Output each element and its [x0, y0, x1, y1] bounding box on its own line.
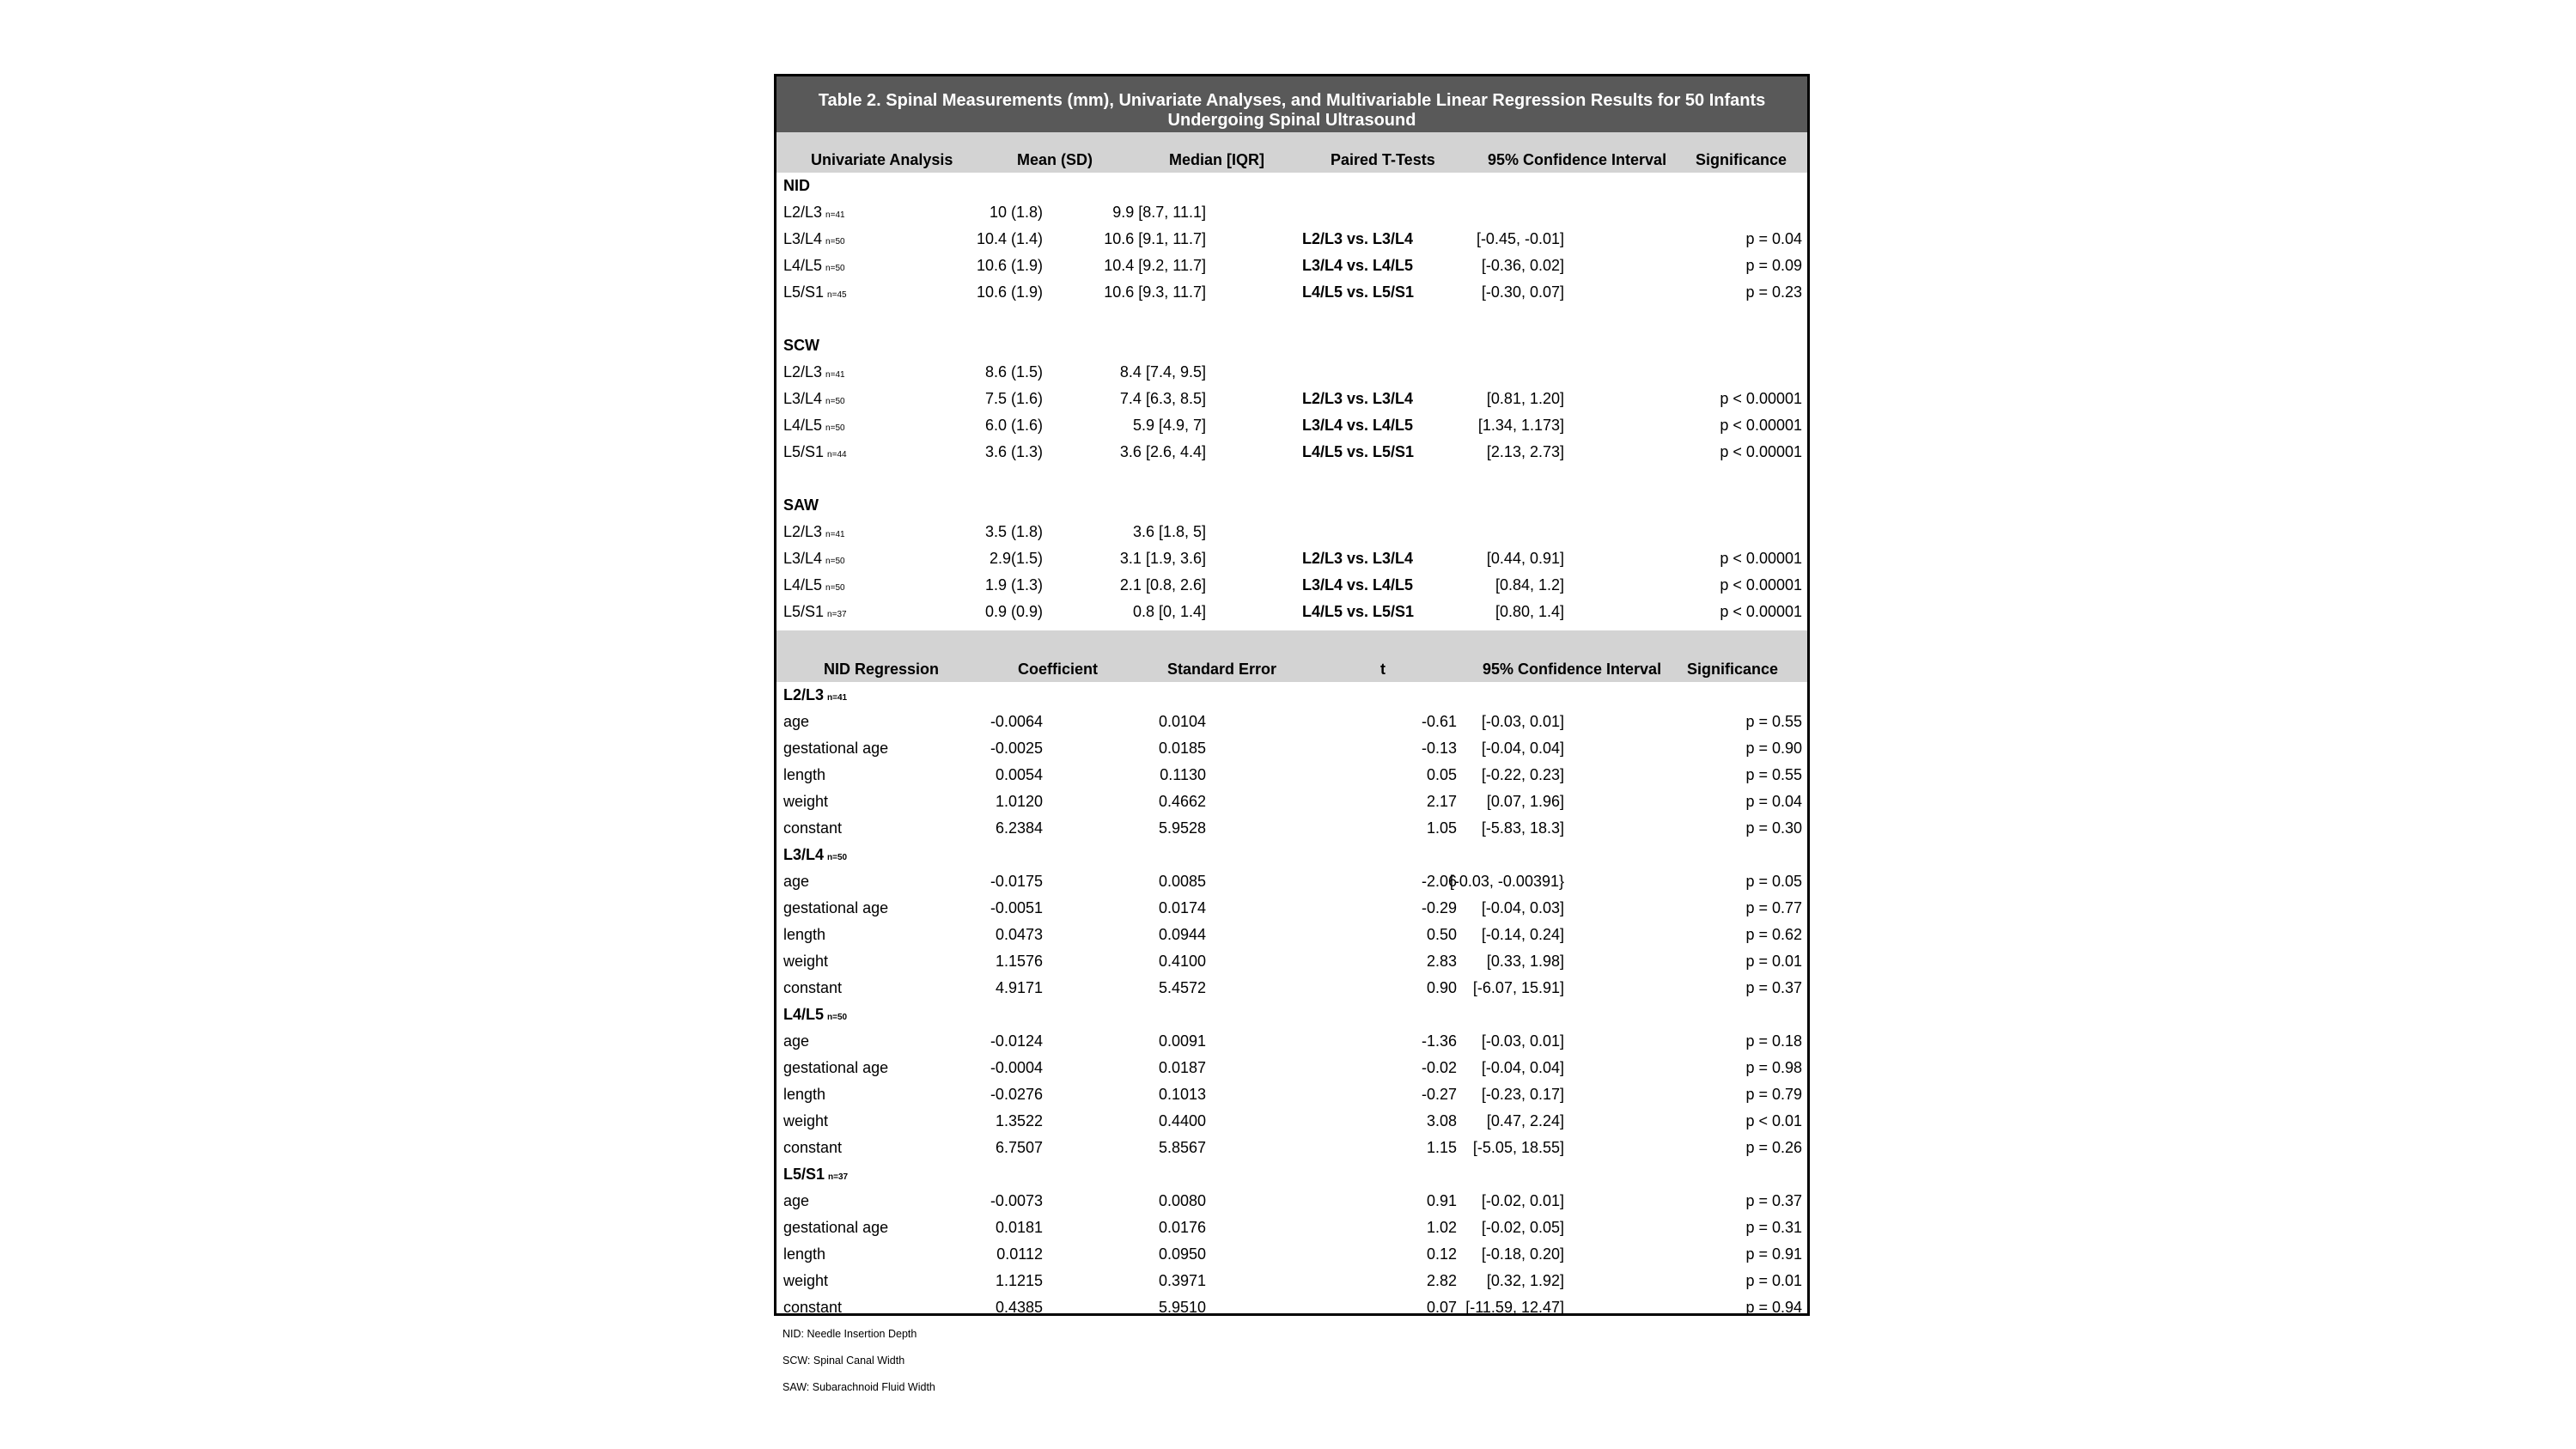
ci-cell: [0.80, 1.4] [1495, 603, 1564, 620]
table-row [776, 1268, 1807, 1294]
t-cell: -0.29 [1421, 899, 1457, 916]
table-row [776, 1108, 1807, 1135]
significance-cell: p = 0.77 [1745, 899, 1802, 916]
t-cell: 0.05 [1426, 766, 1457, 783]
table-title: Table 2. Spinal Measurements (mm), Univariate Analyses, and Multivariable Linear Regression Results for 50 Infants Undergoing Spinal Ultrasound [776, 76, 1807, 132]
paired-test-cell: L3/L4 vs. L4/L5 [1302, 576, 1414, 594]
regression-section-row [776, 1161, 1807, 1188]
t-cell: -1.36 [1421, 1032, 1457, 1050]
significance-cell: p = 0.09 [1745, 257, 1802, 274]
level-label: L4/L5 [783, 257, 823, 274]
significance-cell: p < 0.00001 [1720, 550, 1802, 567]
std-error-cell: 0.0185 [1158, 740, 1206, 757]
coefficient-cell: 0.4385 [995, 1299, 1043, 1316]
level-cell [783, 417, 845, 435]
paired-test-cell: L2/L3 vs. L3/L4 [1302, 390, 1414, 407]
median-cell: 3.1 [1.9, 3.6] [1119, 550, 1206, 567]
ci-cell: [-0.23, 0.17] [1481, 1086, 1564, 1103]
level-label: L5/S1 [783, 603, 825, 620]
header-cell: t [1380, 661, 1385, 678]
median-cell: 0.8 [0, 1.4] [1132, 603, 1206, 620]
header-cell: Median [IQR] [1169, 151, 1264, 168]
table-row [776, 439, 1807, 466]
table-row [776, 1188, 1807, 1215]
table-row [776, 762, 1807, 788]
header-cell: 95% Confidence Interval [1483, 661, 1662, 678]
ci-cell: [0.44, 0.91] [1486, 550, 1564, 567]
section-label-row [776, 173, 1807, 199]
level-label: L4/L5 [783, 576, 823, 594]
variable-cell: constant [783, 979, 843, 996]
table-row [776, 386, 1807, 412]
regression-header-row [776, 630, 1807, 682]
std-error-cell: 0.0944 [1158, 926, 1206, 943]
level-label: L4/L5 [783, 1006, 825, 1023]
ci-cell: [-0.03, 0.01] [1481, 1032, 1564, 1050]
t-cell: 1.02 [1426, 1219, 1457, 1236]
paired-test-cell: L4/L5 vs. L5/S1 [1302, 443, 1415, 460]
mean-cell: 10.6 (1.9) [976, 283, 1043, 301]
mean-cell: 10.4 (1.4) [976, 230, 1043, 247]
significance-cell: p = 0.01 [1745, 953, 1802, 970]
ci-cell: [-6.07, 15.91] [1472, 979, 1564, 996]
coefficient-cell: 6.7507 [995, 1139, 1043, 1156]
table-row [776, 545, 1807, 572]
coefficient-cell: 6.2384 [995, 819, 1043, 837]
ci-cell: [-5.05, 18.55] [1472, 1139, 1564, 1156]
ci-cell: [-0.04, 0.04] [1481, 1059, 1564, 1076]
std-error-cell: 0.0085 [1158, 873, 1206, 890]
table-row [776, 975, 1807, 1002]
table-row [776, 895, 1807, 922]
level-cell [783, 257, 845, 275]
paired-test-cell: L3/L4 vs. L4/L5 [1302, 257, 1414, 274]
significance-cell: p < 0.01 [1745, 1112, 1802, 1129]
sample-size: n=50 [825, 557, 845, 566]
coefficient-cell: -0.0124 [990, 1032, 1043, 1050]
table-row [776, 868, 1807, 895]
mean-cell: 2.9(1.5) [989, 550, 1043, 567]
section-label: SCW [783, 337, 819, 354]
t-cell: -0.02 [1421, 1059, 1457, 1076]
coefficient-cell: 0.0473 [995, 926, 1043, 943]
coefficient-cell: 4.9171 [995, 979, 1043, 996]
section-label: SAW [783, 496, 819, 514]
std-error-cell: 0.1013 [1158, 1086, 1206, 1103]
ci-cell: [-0.02, 0.05] [1481, 1219, 1564, 1236]
sample-size: n=41 [825, 530, 845, 539]
variable-cell: weight [783, 793, 829, 810]
header-cell: Coefficient [1018, 661, 1099, 678]
table-row [776, 572, 1807, 599]
level-cell [783, 550, 845, 568]
paired-test-cell: L2/L3 vs. L3/L4 [1302, 230, 1414, 247]
ci-cell: [-0.45, -0.01] [1476, 230, 1564, 247]
ci-cell: [-0.22, 0.23] [1481, 766, 1564, 783]
variable-cell: constant [783, 1299, 843, 1316]
table-row [776, 815, 1807, 842]
variable-cell: age [783, 1192, 810, 1209]
significance-cell: p = 0.55 [1745, 713, 1802, 730]
t-cell: 1.05 [1426, 819, 1457, 837]
ci-cell: [0.81, 1.20] [1486, 390, 1564, 407]
t-cell: 2.82 [1426, 1272, 1457, 1289]
level-label: L2/L3 [783, 363, 823, 381]
ci-cell: [-0.02, 0.01] [1481, 1192, 1564, 1209]
ci-cell: [1.34, 1.173] [1477, 417, 1564, 434]
sample-size: n=50 [827, 853, 848, 862]
std-error-cell: 5.8567 [1158, 1139, 1206, 1156]
variable-cell: age [783, 1032, 810, 1050]
footnote-scw: SCW: Spinal Canal Width [783, 1355, 905, 1367]
variable-cell: age [783, 873, 810, 890]
ci-cell: [-0.04, 0.04] [1481, 740, 1564, 757]
std-error-cell: 0.0104 [1158, 713, 1206, 730]
level-label: L3/L4 [783, 550, 823, 567]
header-cell: NID Regression [824, 661, 940, 678]
header-cell: Paired T-Tests [1331, 151, 1435, 168]
std-error-cell: 0.0091 [1158, 1032, 1206, 1050]
t-cell: -2.06 [1421, 873, 1457, 890]
level-label: L5/S1 [783, 1166, 825, 1183]
table-row [776, 279, 1807, 306]
level-label: L5/S1 [783, 283, 825, 301]
t-cell: 3.08 [1426, 1112, 1457, 1129]
table-row [776, 1135, 1807, 1161]
variable-cell: length [783, 926, 826, 943]
level-cell [783, 523, 845, 541]
mean-cell: 8.6 (1.5) [984, 363, 1043, 381]
level-cell [783, 230, 845, 248]
variable-cell: constant [783, 819, 843, 837]
variable-cell: weight [783, 953, 829, 970]
significance-cell: p = 0.18 [1745, 1032, 1802, 1050]
sample-size: n=41 [827, 693, 848, 703]
median-cell: 3.6 [1.8, 5] [1132, 523, 1206, 540]
table-row [776, 412, 1807, 439]
sample-size: n=37 [827, 610, 847, 619]
header-cell: Significance [1696, 151, 1787, 168]
t-cell: 2.17 [1426, 793, 1457, 810]
regression-section-row [776, 1002, 1807, 1028]
level-cell [783, 603, 847, 621]
sample-size: n=41 [825, 370, 845, 380]
coefficient-cell: 0.0112 [996, 1245, 1043, 1263]
significance-cell: p = 0.91 [1745, 1245, 1802, 1263]
significance-cell: p < 0.00001 [1720, 603, 1802, 620]
mean-cell: 10 (1.8) [989, 204, 1043, 221]
level-cell [783, 363, 845, 381]
median-cell: 10.6 [9.3, 11.7] [1104, 283, 1206, 301]
significance-cell: p = 0.90 [1745, 740, 1802, 757]
variable-cell: gestational age [783, 899, 889, 916]
level-cell [783, 283, 847, 301]
footnote-nid: NID: Needle Insertion Depth [783, 1328, 917, 1340]
ci-cell: [-0.18, 0.20] [1481, 1245, 1564, 1263]
mean-cell: 0.9 (0.9) [984, 603, 1043, 620]
median-cell: 10.4 [9.2, 11.7] [1104, 257, 1206, 274]
table-row [776, 1215, 1807, 1241]
median-cell: 8.4 [7.4, 9.5] [1119, 363, 1206, 381]
regression-section-label [783, 1006, 847, 1024]
sample-size: n=50 [827, 1013, 848, 1022]
level-cell [783, 576, 845, 594]
footnote-saw: SAW: Subarachnoid Fluid Width [783, 1381, 935, 1393]
coefficient-cell: -0.0175 [990, 873, 1043, 890]
median-cell: 2.1 [0.8, 2.6] [1119, 576, 1206, 594]
table-row [776, 1028, 1807, 1055]
ci-cell: [-0.30, 0.07] [1481, 283, 1564, 301]
sample-size: n=37 [828, 1172, 849, 1182]
significance-cell: p = 0.62 [1745, 926, 1802, 943]
sample-size: n=45 [827, 290, 847, 300]
t-cell: -0.61 [1421, 713, 1457, 730]
significance-cell: p = 0.31 [1745, 1219, 1802, 1236]
significance-cell: p = 0.04 [1745, 230, 1802, 247]
significance-cell: p < 0.00001 [1720, 576, 1802, 594]
median-cell: 10.6 [9.1, 11.7] [1104, 230, 1206, 247]
std-error-cell: 5.9510 [1158, 1299, 1206, 1316]
std-error-cell: 0.0950 [1158, 1245, 1206, 1263]
variable-cell: gestational age [783, 740, 889, 757]
significance-cell: p < 0.00001 [1720, 390, 1802, 407]
mean-cell: 1.9 (1.3) [984, 576, 1043, 594]
header-cell: Standard Error [1167, 661, 1277, 678]
level-cell [783, 443, 847, 461]
coefficient-cell: -0.0276 [990, 1086, 1043, 1103]
ci-cell: [-5.83, 18.3] [1481, 819, 1564, 837]
median-cell: 3.6 [2.6, 4.4] [1119, 443, 1206, 460]
t-cell: -0.13 [1421, 740, 1457, 757]
coefficient-cell: 0.0054 [995, 766, 1043, 783]
paired-test-cell: L4/L5 vs. L5/S1 [1302, 283, 1415, 301]
coefficient-cell: -0.0025 [990, 740, 1043, 757]
ci-cell: [-0.04, 0.03] [1481, 899, 1564, 916]
univariate-header-row [776, 132, 1807, 173]
level-label: L2/L3 [783, 686, 825, 703]
t-cell: 0.50 [1426, 926, 1457, 943]
coefficient-cell: 1.1576 [995, 953, 1043, 970]
table-row [776, 788, 1807, 815]
regression-section-label [783, 846, 847, 864]
std-error-cell: 5.9528 [1158, 819, 1206, 837]
variable-cell: weight [783, 1112, 829, 1129]
median-cell: 5.9 [4.9, 7] [1132, 417, 1206, 434]
median-cell: 9.9 [8.7, 11.1] [1112, 204, 1206, 221]
ci-cell: [-0.36, 0.02] [1481, 257, 1564, 274]
std-error-cell: 0.0174 [1158, 899, 1206, 916]
sample-size: n=50 [825, 237, 845, 247]
sample-size: n=50 [825, 423, 845, 433]
header-cell: Mean (SD) [1017, 151, 1093, 168]
mean-cell: 3.6 (1.3) [984, 443, 1043, 460]
variable-cell: length [783, 1245, 826, 1263]
ci-cell: [-11.59, 12.47] [1465, 1299, 1564, 1316]
std-error-cell: 0.0080 [1158, 1192, 1206, 1209]
variable-cell: gestational age [783, 1059, 889, 1076]
t-cell: 0.12 [1426, 1245, 1457, 1263]
significance-cell: p = 0.01 [1745, 1272, 1802, 1289]
regression-section-row [776, 682, 1807, 709]
std-error-cell: 0.4400 [1158, 1112, 1206, 1129]
table-row [776, 1241, 1807, 1268]
significance-cell: p = 0.94 [1745, 1299, 1802, 1316]
std-error-cell: 0.3971 [1158, 1272, 1206, 1289]
level-label: L3/L4 [783, 230, 823, 247]
ci-cell: [2.13, 2.73] [1486, 443, 1564, 460]
paired-test-cell: L4/L5 vs. L5/S1 [1302, 603, 1415, 620]
level-cell [783, 390, 845, 408]
t-cell: 0.07 [1426, 1299, 1457, 1316]
significance-cell: p = 0.79 [1745, 1086, 1802, 1103]
ci-cell: [0.32, 1.92] [1486, 1272, 1564, 1289]
mean-cell: 6.0 (1.6) [984, 417, 1043, 434]
coefficient-cell: 1.0120 [995, 793, 1043, 810]
variable-cell: weight [783, 1272, 829, 1289]
std-error-cell: 0.4662 [1158, 793, 1206, 810]
sample-size: n=41 [825, 210, 845, 220]
significance-cell: p = 0.04 [1745, 793, 1802, 810]
std-error-cell: 5.4572 [1158, 979, 1206, 996]
table-row [776, 226, 1807, 253]
variable-cell: age [783, 713, 810, 730]
header-cell: Significance [1687, 661, 1779, 678]
table-row [776, 599, 1807, 625]
level-cell [783, 204, 845, 222]
t-cell: 0.90 [1426, 979, 1457, 996]
ci-cell: [0.07, 1.96] [1486, 793, 1564, 810]
table-row [776, 735, 1807, 762]
std-error-cell: 0.4100 [1158, 953, 1206, 970]
section-label-row [776, 332, 1807, 359]
table-row [776, 519, 1807, 545]
regression-section-row [776, 842, 1807, 868]
coefficient-cell: -0.0064 [990, 713, 1043, 730]
table-row [776, 948, 1807, 975]
header-cell: 95% Confidence Interval [1488, 151, 1667, 168]
mean-cell: 7.5 (1.6) [984, 390, 1043, 407]
ci-cell: [0.47, 2.24] [1486, 1112, 1564, 1129]
level-label: L2/L3 [783, 204, 823, 221]
significance-cell: p = 0.30 [1745, 819, 1802, 837]
results-table [774, 74, 1810, 1316]
table-row [776, 709, 1807, 735]
coefficient-cell: -0.0073 [990, 1192, 1043, 1209]
table-row [776, 199, 1807, 226]
table-row [776, 1055, 1807, 1081]
coefficient-cell: -0.0051 [990, 899, 1043, 916]
coefficient-cell: 1.1215 [995, 1272, 1043, 1289]
ci-cell: [0.33, 1.98] [1486, 953, 1564, 970]
mean-cell: 3.5 (1.8) [984, 523, 1043, 540]
table-row [776, 253, 1807, 279]
ci-cell: [-0.03, 0.01] [1481, 713, 1564, 730]
significance-cell: p = 0.26 [1745, 1139, 1802, 1156]
regression-section-label [783, 686, 847, 704]
significance-cell: p = 0.37 [1745, 979, 1802, 996]
ci-cell: [-0.03, -0.00391} [1449, 873, 1564, 890]
table-row [776, 1294, 1807, 1321]
level-label: L3/L4 [783, 846, 825, 863]
variable-cell: length [783, 766, 826, 783]
coefficient-cell: 1.3522 [995, 1112, 1043, 1129]
significance-cell: p = 0.98 [1745, 1059, 1802, 1076]
significance-cell: p < 0.00001 [1720, 443, 1802, 460]
std-error-cell: 0.1130 [1160, 766, 1206, 783]
significance-cell: p = 0.55 [1745, 766, 1802, 783]
variable-cell: constant [783, 1139, 843, 1156]
variable-cell: gestational age [783, 1219, 889, 1236]
t-cell: 0.91 [1426, 1192, 1457, 1209]
ci-cell: [-0.14, 0.24] [1481, 926, 1564, 943]
std-error-cell: 0.0187 [1158, 1059, 1206, 1076]
section-label-row [776, 492, 1807, 519]
level-label: L4/L5 [783, 417, 823, 434]
std-error-cell: 0.0176 [1158, 1219, 1206, 1236]
sample-size: n=44 [827, 450, 847, 460]
significance-cell: p < 0.00001 [1720, 417, 1802, 434]
mean-cell: 10.6 (1.9) [976, 257, 1043, 274]
t-cell: -0.27 [1421, 1086, 1457, 1103]
coefficient-cell: 0.0181 [995, 1219, 1043, 1236]
table-row [776, 922, 1807, 948]
regression-section-label [783, 1166, 848, 1184]
significance-cell: p = 0.23 [1745, 283, 1802, 301]
level-label: L2/L3 [783, 523, 823, 540]
coefficient-cell: -0.0004 [990, 1059, 1043, 1076]
paired-test-cell: L3/L4 vs. L4/L5 [1302, 417, 1414, 434]
variable-cell: length [783, 1086, 826, 1103]
table-row [776, 359, 1807, 386]
paired-test-cell: L2/L3 vs. L3/L4 [1302, 550, 1414, 567]
table-row [776, 1081, 1807, 1108]
sample-size: n=50 [825, 264, 845, 273]
significance-cell: p = 0.05 [1745, 873, 1802, 890]
sample-size: n=50 [825, 397, 845, 406]
significance-cell: p = 0.37 [1745, 1192, 1802, 1209]
level-label: L3/L4 [783, 390, 823, 407]
t-cell: 2.83 [1426, 953, 1457, 970]
sample-size: n=50 [825, 583, 845, 593]
level-label: L5/S1 [783, 443, 825, 460]
ci-cell: [0.84, 1.2] [1495, 576, 1564, 594]
header-cell: Univariate Analysis [811, 151, 953, 168]
footnotes [783, 1328, 935, 1408]
t-cell: 1.15 [1426, 1139, 1457, 1156]
section-label: NID [783, 177, 810, 194]
median-cell: 7.4 [6.3, 8.5] [1119, 390, 1206, 407]
